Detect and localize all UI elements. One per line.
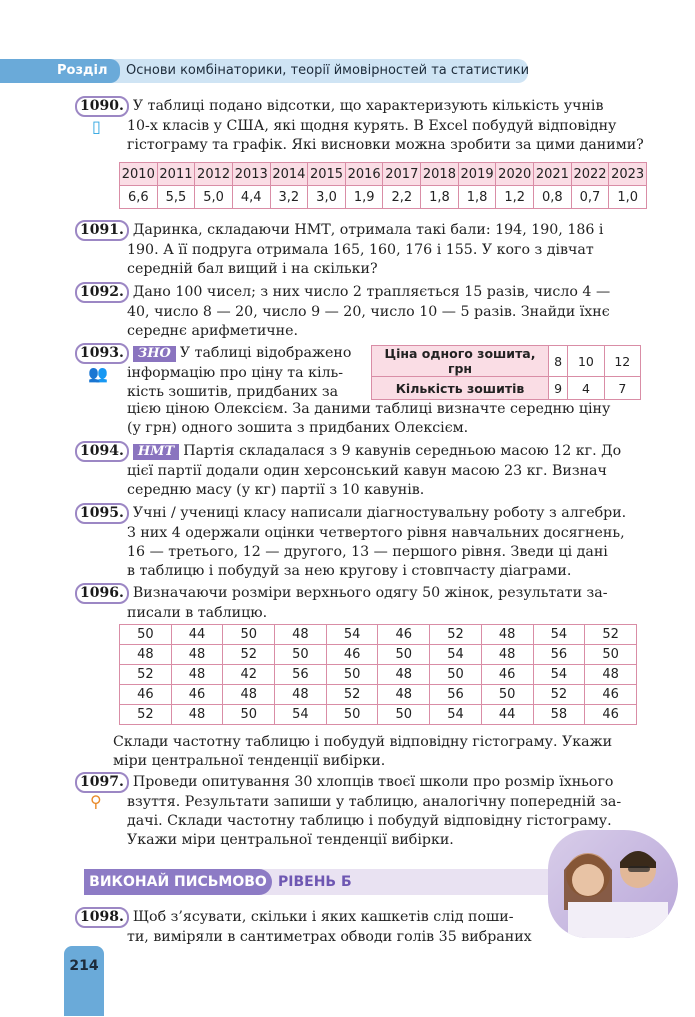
task-number: 1091. xyxy=(75,220,129,241)
size-cell: 46 xyxy=(585,705,637,725)
task-text-line: У таблиці відображено xyxy=(179,345,352,361)
size-cell: 48 xyxy=(171,705,223,725)
price-cell: 12 xyxy=(604,346,640,377)
year-cell: 2019 xyxy=(458,163,496,186)
task-text-line: (у грн) одного зошита з придбаних Олексієм. xyxy=(127,420,469,436)
size-cell: 50 xyxy=(326,705,378,725)
size-cell: 52 xyxy=(326,685,378,705)
notebook-price-table xyxy=(371,345,641,400)
task-text-line: інформацію про ціну та кіль- xyxy=(127,365,344,381)
zno-badge: ЗНО xyxy=(133,346,176,362)
task-text-line: кість зошитів, придбаних за xyxy=(127,384,339,400)
task-number: 1094. xyxy=(75,441,129,462)
year-cell: 2017 xyxy=(383,163,421,186)
task-text-line: дачі. Склади частотну таблицю і побудуй відповідну гістограму. xyxy=(127,813,612,829)
task-text-line: Партія складалася з 9 кавунів середньою масою 12 кг. До xyxy=(183,443,622,459)
task-1092 xyxy=(75,282,642,341)
task-1093-continued xyxy=(75,400,642,438)
size-cell: 54 xyxy=(430,705,482,725)
task-1093 xyxy=(75,343,375,402)
size-cell: 52 xyxy=(120,705,172,725)
task-text-line: Учні / учениці класу написали діагностувальну роботу з алгебри. xyxy=(132,505,627,521)
row-label: Ціна одного зошита, грн xyxy=(372,346,549,377)
task-text-line: середню масу (у кг) партії з 10 кавунів. xyxy=(127,482,425,498)
size-cell: 46 xyxy=(326,645,378,665)
task-1096-after xyxy=(75,733,642,771)
size-cell: 46 xyxy=(171,685,223,705)
size-cell: 54 xyxy=(430,645,482,665)
size-cell: 50 xyxy=(585,645,637,665)
year-cell: 2011 xyxy=(157,163,195,186)
task-text-line: в таблицю і побудуй за нею кругову і стовпчасту діаграми. xyxy=(127,563,572,579)
year-cell: 2018 xyxy=(421,163,459,186)
size-cell: 48 xyxy=(275,685,327,705)
value-cell: 4,4 xyxy=(232,186,270,209)
size-cell: 52 xyxy=(430,625,482,645)
year-cell: 2016 xyxy=(345,163,383,186)
page-number: 214 xyxy=(64,946,104,1016)
size-cell: 46 xyxy=(481,665,533,685)
size-cell: 50 xyxy=(378,705,430,725)
size-cell: 50 xyxy=(223,625,275,645)
year-cell: 2015 xyxy=(308,163,346,186)
task-1090 xyxy=(75,96,642,155)
task-text-line: ти, виміряли в сантиметрах обводи голів 35 вибраних xyxy=(127,929,532,945)
year-cell: 2012 xyxy=(195,163,233,186)
task-text-line: середній бал вищий і на скільки? xyxy=(127,261,378,277)
row-label: Кількість зошитів xyxy=(372,377,549,400)
students-photo xyxy=(548,830,678,938)
nmt-badge: НМТ xyxy=(133,444,179,460)
value-cell: 5,5 xyxy=(157,186,195,209)
count-cell: 9 xyxy=(549,377,568,400)
task-text-line: Даринка, складаючи НМТ, отримала такі бали: 194, 190, 186 і xyxy=(132,222,604,238)
task-1091 xyxy=(75,220,642,279)
task-1097 xyxy=(75,772,642,850)
size-cell: 48 xyxy=(223,685,275,705)
size-cell: 44 xyxy=(171,625,223,645)
size-cell: 58 xyxy=(533,705,585,725)
value-cell: 0,7 xyxy=(571,186,609,209)
chapter-tag: Розділ 4 xyxy=(0,59,120,83)
size-cell: 52 xyxy=(120,665,172,685)
task-number: 1098. xyxy=(75,907,129,928)
task-text-line: Дано 100 чисел; з них число 2 трапляється 15 разів, число 4 — xyxy=(132,284,611,300)
task-text-line: 16 — третього, 12 — другого, 13 — першого рівня. Зведи ці дані xyxy=(127,544,608,560)
task-text-line: писали в таблицю. xyxy=(127,605,268,621)
size-cell: 46 xyxy=(378,625,430,645)
task-1096 xyxy=(75,583,642,623)
task-number: 1096. xyxy=(75,583,129,604)
task-text-line: Склади частотну таблицю і побудуй відповідну гістограму. Укажи xyxy=(113,734,613,750)
value-cell: 1,9 xyxy=(345,186,383,209)
task-number: 1090. xyxy=(75,96,129,117)
task-text-line: 190. А її подруга отримала 165, 160, 176 і 155. У кого з дівчат xyxy=(127,242,594,258)
size-cell: 44 xyxy=(481,705,533,725)
level-label: РІВЕНЬ Б xyxy=(278,874,352,890)
task-1095 xyxy=(75,503,642,581)
clothing-size-table xyxy=(119,624,637,725)
size-cell: 54 xyxy=(533,665,585,685)
task-text-line: гістограму та графік. Які висновки можна зробити за цими даними? xyxy=(127,137,644,153)
size-cell: 52 xyxy=(585,625,637,645)
size-cell: 50 xyxy=(120,625,172,645)
count-cell: 7 xyxy=(604,377,640,400)
price-cell: 10 xyxy=(568,346,604,377)
value-cell: 5,0 xyxy=(195,186,233,209)
value-cell: 1,2 xyxy=(496,186,534,209)
size-cell: 48 xyxy=(275,625,327,645)
size-cell: 50 xyxy=(223,705,275,725)
value-cell: 2,2 xyxy=(383,186,421,209)
value-cell: 6,6 xyxy=(120,186,158,209)
task-text-line: міри центральної тенденції вибірки. xyxy=(113,753,386,769)
task-text-line: 10-х класів у США, які щодня курять. В Excel побудуй відповідну xyxy=(127,118,617,134)
size-cell: 50 xyxy=(326,665,378,685)
size-cell: 56 xyxy=(533,645,585,665)
task-text-line: У таблиці подано відсотки, що характеризують кількість учнів xyxy=(132,98,604,114)
task-number: 1093. xyxy=(75,343,129,364)
task-text-line: З них 4 одержали оцінки четвертого рівня навчальних досягнень, xyxy=(127,525,625,541)
task-number: 1095. xyxy=(75,503,129,524)
size-cell: 42 xyxy=(223,665,275,685)
size-cell: 50 xyxy=(378,645,430,665)
write-task-label: ВИКОНАЙ ПИСЬМОВО xyxy=(84,869,272,895)
value-cell: 3,0 xyxy=(308,186,346,209)
size-cell: 48 xyxy=(120,645,172,665)
value-cell: 1,8 xyxy=(421,186,459,209)
task-text-line: цієї партії додали один херсонський кавун масою 23 кг. Визнач xyxy=(127,463,607,479)
year-cell: 2014 xyxy=(270,163,308,186)
chapter-title: Основи комбінаторики, теорії ймовірностей та статистики xyxy=(126,63,530,78)
task-text-line: Щоб з’ясувати, скільки і яких кашкетів слід поши- xyxy=(132,909,514,925)
task-text-line: взуття. Результати запиши у таблицю, аналогічну попередній за- xyxy=(127,794,622,810)
size-cell: 52 xyxy=(533,685,585,705)
size-cell: 46 xyxy=(585,685,637,705)
size-cell: 56 xyxy=(275,665,327,685)
size-cell: 50 xyxy=(275,645,327,665)
size-cell: 50 xyxy=(481,685,533,705)
size-cell: 54 xyxy=(275,705,327,725)
task-text-line: Визначаючи розміри верхнього одягу 50 жінок, результати за- xyxy=(132,585,608,601)
value-cell: 3,2 xyxy=(270,186,308,209)
task-number: 1097. xyxy=(75,772,129,793)
price-cell: 8 xyxy=(549,346,568,377)
size-cell: 50 xyxy=(430,665,482,685)
size-cell: 48 xyxy=(171,645,223,665)
year-cell: 2020 xyxy=(496,163,534,186)
value-cell: 1,0 xyxy=(609,186,647,209)
size-cell: 48 xyxy=(585,665,637,685)
size-cell: 48 xyxy=(171,665,223,685)
task-number: 1092. xyxy=(75,282,129,303)
task-text-line: 40, число 8 — 20, число 9 — 20, число 10 — 5 разів. Знайди їхнє xyxy=(127,304,610,320)
size-cell: 48 xyxy=(378,665,430,685)
count-cell: 4 xyxy=(568,377,604,400)
task-text-line: Укажи міри центральної тенденції вибірки. xyxy=(127,832,454,848)
size-cell: 46 xyxy=(120,685,172,705)
size-cell: 48 xyxy=(481,645,533,665)
year-cell: 2021 xyxy=(534,163,572,186)
group-icon: 👥 xyxy=(88,364,108,383)
size-cell: 52 xyxy=(223,645,275,665)
value-cell: 0,8 xyxy=(534,186,572,209)
smoking-percent-table xyxy=(119,162,647,209)
year-cell: 2013 xyxy=(232,163,270,186)
year-cell: 2023 xyxy=(609,163,647,186)
value-cell: 1,8 xyxy=(458,186,496,209)
task-text-line: середнє арифметичне. xyxy=(127,323,299,339)
year-cell: 2022 xyxy=(571,163,609,186)
task-text-line: Проведи опитування 30 хлопців твоєї школи про розмір їхнього xyxy=(132,774,614,790)
size-cell: 54 xyxy=(326,625,378,645)
task-1098 xyxy=(75,907,555,947)
year-cell: 2010 xyxy=(120,163,158,186)
size-cell: 48 xyxy=(481,625,533,645)
magnifier-icon: ⚲ xyxy=(90,792,102,811)
task-text-line: цією ціною Олексієм. За даними таблиці визначте середню ціну xyxy=(127,401,611,417)
task-1094 xyxy=(75,441,642,500)
size-cell: 56 xyxy=(430,685,482,705)
size-cell: 48 xyxy=(378,685,430,705)
computer-icon: ▯ xyxy=(92,117,101,136)
size-cell: 54 xyxy=(533,625,585,645)
